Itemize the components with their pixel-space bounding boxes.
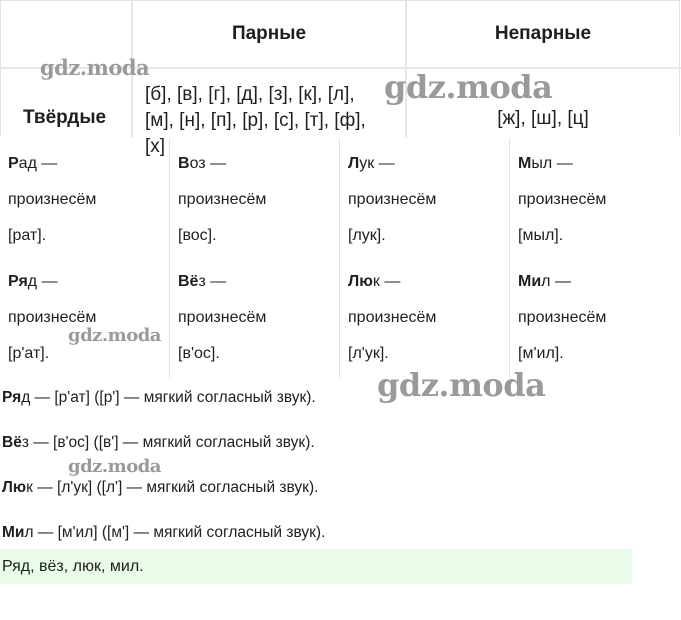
watermark: gdz.moda xyxy=(384,68,553,106)
row-label-hard: Твёрдые xyxy=(23,107,107,128)
consonant-table xyxy=(0,0,680,157)
unpaired-consonants: [ж], [ш], [ц] xyxy=(497,108,589,129)
transcription: [вос]. xyxy=(178,227,217,244)
word-cell: Рад — произнесём [рат]. xyxy=(0,146,168,264)
header-unpaired: Непарные xyxy=(494,23,592,44)
explanation-line: Мил — [м'ил] ([м'] — мягкий согласный звук). xyxy=(2,524,326,541)
transcription: [м'ил]. xyxy=(518,345,564,362)
transcription: [лук]. xyxy=(348,227,386,244)
verb-text: произнесём xyxy=(178,191,267,208)
word-cell: Ряд — произнесём [р'ат]. xyxy=(0,264,168,382)
verb-text: произнесём xyxy=(518,191,607,208)
watermark: gdz.moda xyxy=(68,325,161,346)
verb-text: произнесём xyxy=(518,309,607,326)
verb-text: произнесём xyxy=(8,309,97,326)
word-cell: Вёз — произнесём [в'ос]. xyxy=(170,264,338,382)
verb-text: произнесём xyxy=(8,191,97,208)
word-cell: Люк — произнесём [л'ук]. xyxy=(340,264,508,382)
answer-box: Ряд, вёз, люк, мил. xyxy=(0,549,632,584)
verb-text: произнесём xyxy=(348,191,437,208)
paired-consonants-line: [м], [н], [п], [р], [с], [т], [ф], xyxy=(145,110,366,131)
header-paired: Парные xyxy=(231,23,307,44)
word-cell: Воз — произнесём [вос]. xyxy=(170,146,338,264)
transcription: [мыл]. xyxy=(518,227,564,244)
transcription: [л'ук]. xyxy=(348,345,389,362)
watermark: gdz.moda xyxy=(68,456,161,477)
word-cell: Мил — произнесём [м'ил]. xyxy=(510,264,678,382)
table-divider xyxy=(131,1,133,137)
paired-consonants-line: [б], [в], [г], [д], [з], [к], [л], xyxy=(145,84,355,105)
transcription: [рат]. xyxy=(8,227,47,244)
transcription: [р'ат]. xyxy=(8,345,50,362)
verb-text: произнесём xyxy=(178,309,267,326)
word-cell: Лук — произнесём [лук]. xyxy=(340,146,508,264)
verb-text: произнесём xyxy=(348,309,437,326)
watermark: gdz.moda xyxy=(377,366,546,404)
watermark: gdz.moda xyxy=(40,55,150,80)
explanation-line: Ряд — [р'ат] ([р'] — мягкий согласный звук). xyxy=(2,389,316,406)
word-cell: Мыл — произнесём [мыл]. xyxy=(510,146,678,264)
explanation-line: Вёз — [в'ос] ([в'] — мягкий согласный звук). xyxy=(2,434,315,451)
explanation-line: Люк — [л'ук] ([л'] — мягкий согласный звук). xyxy=(2,479,319,496)
transcription: [в'ос]. xyxy=(178,345,220,362)
paired-consonants-line: [х] xyxy=(145,136,166,157)
word-grid xyxy=(0,138,680,378)
table-divider xyxy=(1,67,681,69)
